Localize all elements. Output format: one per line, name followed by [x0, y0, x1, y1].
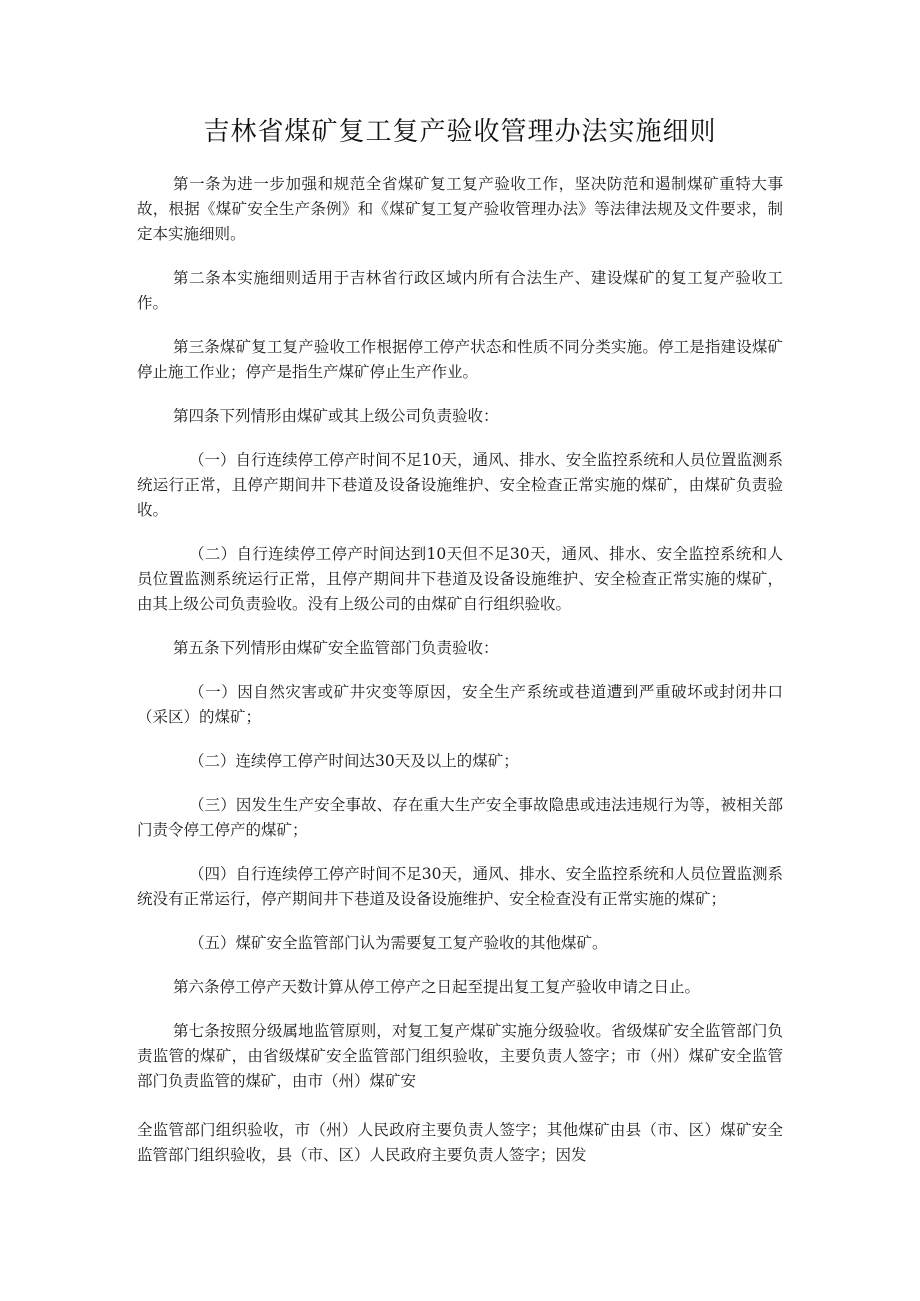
article-5-item-4: （四）自行连续停工停产时间不足30天，通风、排水、安全监控系统和人员位置监测系统没有正常运行，停产期间井下巷道及设备设施维护、安全检查没有正常实施的煤矿； [137, 865, 783, 908]
article-5-item-3: （三）因发生生产安全事故、存在重大生产安全事故隐患或违法违规行为等，被相关部门责令停工停产的煤矿； [137, 796, 783, 839]
article-1: 第一条为进一步加强和规范全省煤矿复工复产验收工作，坚决防范和遏制煤矿重特大事故，根据《煤矿安全生产条例》和《煤矿复工复产验收管理办法》等法律法规及文件要求，制定本实施细则。 [137, 175, 783, 243]
article-4-item-2: （二）自行连续停工停产时间达到10天但不足30天，通风、排水、安全监控系统和人员位置监测系统运行正常，且停产期间井下巷道及设备设施维护、安全检查正常实施的煤矿，由其上级公司负责验收。没有上级公司的由煤矿自行组织验收。 [137, 545, 783, 613]
article-7-continued: 全监管部门组织验收，市（州）人民政府主要负责人签字；其他煤矿由县（市、区）煤矿安全监管部门组织验收，县（市、区）人民政府主要负责人签字；因发 [137, 1121, 783, 1164]
article-3: 第三条煤矿复工复产验收工作根据停工停产状态和性质不同分类实施。停工是指建设煤矿停止施工作业；停产是指生产煤矿停止生产作业。 [137, 338, 783, 381]
article-7: 第七条按照分级属地监管原则，对复工复产煤矿实施分级验收。省级煤矿安全监管部门负责监管的煤矿，由省级煤矿安全监管部门组织验收，主要负责人签字；市（州）煤矿安全监管部门负责监管的煤矿，由市（州）煤矿安 [137, 1022, 783, 1090]
article-4-item-1: （一）自行连续停工停产时间不足10天，通风、排水、安全监控系统和人员位置监测系统运行正常，且停产期间井下巷道及设备设施维护、安全检查正常实施的煤矿，由煤矿负责验收。 [137, 451, 783, 519]
document-body [137, 172, 783, 1168]
document-title: 吉林省煤矿复工复产验收管理办法实施细则 [203, 117, 717, 147]
article-6: 第六条停工停产天数计算从停工停产之日起至提出复工复产验收申请之日止。 [173, 978, 701, 996]
article-5-item-1: （一）因自然灾害或矿井灾变等原因，安全生产系统或巷道遭到严重破坏或封闭井口（采区）的煤矿； [137, 683, 783, 726]
article-5: 第五条下列情形由煤矿安全监管部门负责验收： [173, 639, 499, 657]
article-5-item-5: （五）煤矿安全监管部门认为需要复工复产验收的其他煤矿。 [189, 934, 608, 952]
article-2: 第二条本实施细则适用于吉林省行政区域内所有合法生产、建设煤矿的复工复产验收工作。 [137, 269, 783, 312]
article-5-item-2: （二）连续停工停产时间达30天及以上的煤矿； [189, 752, 519, 770]
article-4: 第四条下列情形由煤矿或其上级公司负责验收： [173, 407, 499, 425]
